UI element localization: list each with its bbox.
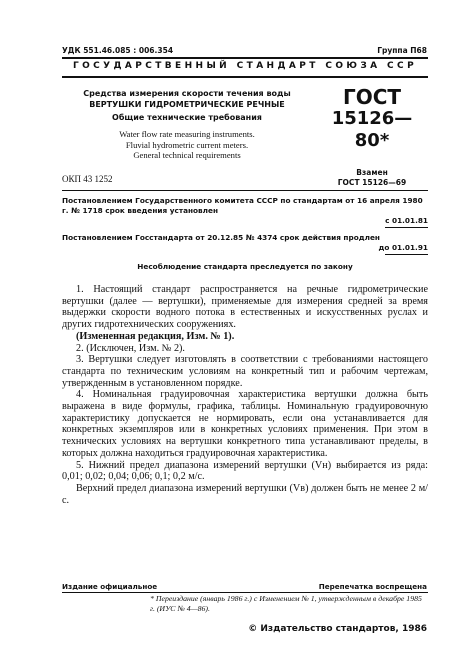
okp-rule (62, 190, 428, 191)
decree-1-rule (385, 227, 428, 228)
gost-label: ГОСТ (342, 85, 402, 109)
title-block (62, 88, 312, 161)
replaces-label: Взамен (356, 168, 388, 177)
clause-3: 3. Вертушки следует изготовлять в соответствии с требованиями настоящего стандарта по техническим условиям на конкретный тип и рабочим чертежам, утвержденным в установленном порядке. (62, 354, 428, 389)
clause-5: 5. Нижний предел диапазона измерений вертушки (Vн) выбирается из ряда: 0,01; 0,02; 0,04; 0,06; 0,1; 0,2 м/с. (62, 459, 428, 483)
clause-5-upper-limit: Верхний предел диапазона измерений вертушки (Vв) должен быть не менее 2 м/с. (62, 482, 428, 506)
replaces-value: ГОСТ 15126—69 (337, 178, 407, 187)
title-en-line3: General technical requirements (133, 150, 241, 160)
standard-banner: ГОСУДАРСТВЕННЫЙ СТАНДАРТ СОЮЗА ССР (72, 61, 418, 71)
title-ru-line1: Средства измерения скорости течения воды (83, 89, 291, 98)
title-en-line1: Water flow rate measuring instruments. (119, 129, 255, 139)
clause-1: 1. Настоящий стандарт распространяется на речные гидрометрические вертушки (далее — вертушки), применяемые для измерения средней за время выдержки скорости водного потока в естественных и искусственных руслах и других гидротехнических сооружениях. (62, 284, 428, 331)
compliance-notice: Несоблюдение стандарта преследуется по закону (137, 262, 353, 271)
copyright: © Издательство стандартов, 1986 (248, 624, 427, 634)
decree-2 (62, 233, 428, 253)
banner-rule (62, 76, 428, 78)
title-ru-line3: Общие технические требования (112, 113, 262, 122)
gost-number-block (317, 86, 427, 187)
reissue-note: * Переиздание (январь 1986 г.) с Изменением № 1, утвержденным в декабре 1985 г. (ИУС № 4—86). (150, 594, 422, 613)
udk-code: УДК 551.46.085 : 006.354 (62, 46, 174, 55)
decree-1-date: с 01.01.81 (385, 216, 428, 225)
clause-2: 2. (Исключен, Изм. № 2). (76, 342, 185, 354)
clause-4: 4. Номинальная градуировочная характеристика вертушки должна быть выражена в виде формулы, графика, таблицы. Номинальную градуировочную характеристику допускается не нормировать, если она устанавливается для конкретных экземпляров или в конкретных условиях применения. При этом в технических условиях на вертушки конкретного типа устанавливают пределы, в которых должна находиться градуировочная характеристика. (62, 389, 428, 459)
official-edition: Издание официальное (62, 582, 158, 591)
title-en-line2: Fluvial hydrometric current meters. (125, 139, 249, 150)
reprint-prohibited: Перепечатка воспрещена (318, 582, 427, 591)
decree-2-text: Постановлением Госстандарта от 20.12.85 № 4374 срок действия продлен (62, 233, 380, 242)
decree-2-date: до 01.01.91 (378, 243, 428, 252)
standard-body (62, 284, 428, 506)
clause-1-amendment: (Измененная редакция, Изм. № 1). (76, 330, 235, 342)
decree-2-rule (385, 254, 428, 255)
okp-code: ОКП 43 1252 (62, 174, 113, 184)
gost-number: 15126—80* (331, 108, 413, 151)
decree-1-text: Постановлением Государственного комитета СССР по стандартам от 16 апреля 1980 г. № 1718 срок введения установлен (62, 196, 423, 215)
group-code: Группа П68 (377, 46, 427, 55)
top-rule (62, 57, 428, 59)
title-ru-line2: ВЕРТУШКИ ГИДРОМЕТРИЧЕСКИЕ РЕЧНЫЕ (89, 100, 285, 109)
footer-rule (62, 592, 428, 593)
decree-1 (62, 196, 428, 226)
